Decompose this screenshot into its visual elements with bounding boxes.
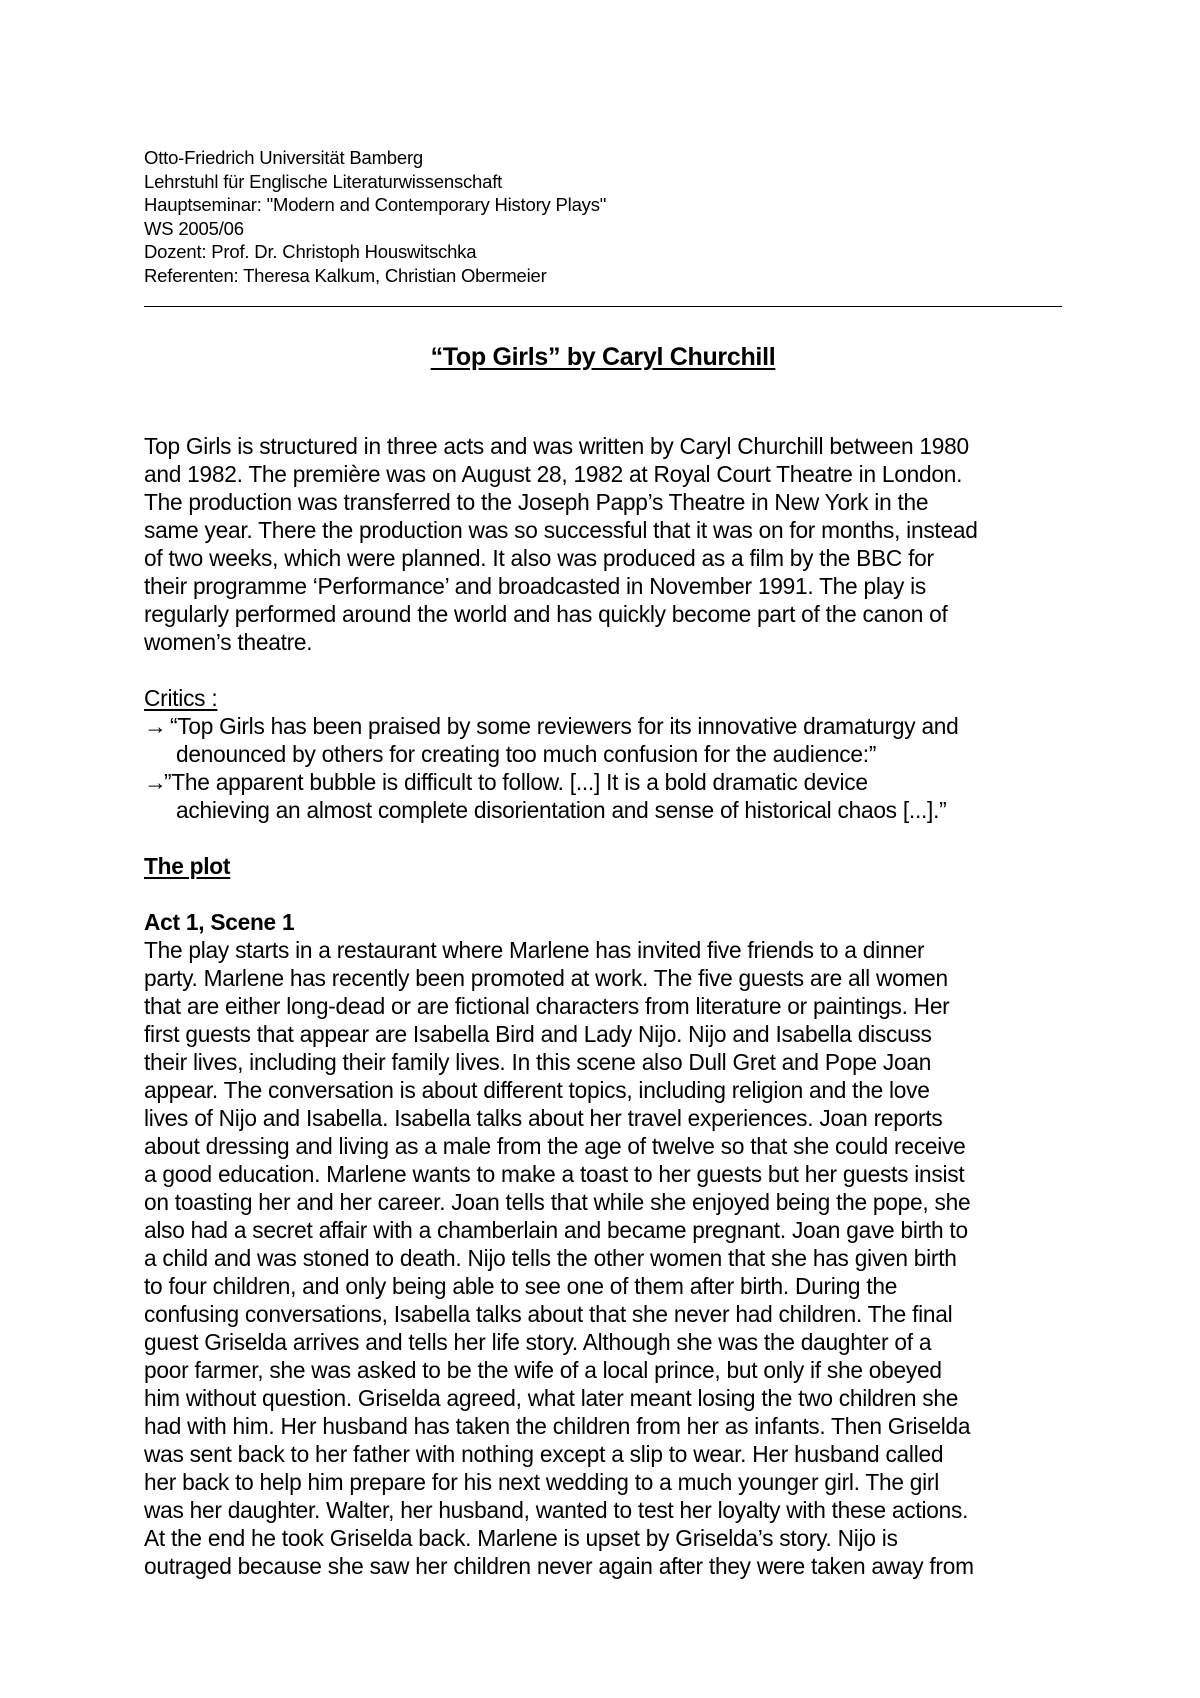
header-semester: WS 2005/06 [144,217,244,239]
critics-section [144,684,1069,824]
intro-paragraph [144,432,1069,656]
plot-line: her back to help him prepare for his next wedding to a much younger girl. The girl [144,1469,940,1495]
plot-line: their lives, including their family lives. In this scene also Dull Gret and Pope Joan [144,1049,932,1075]
header-lecturer: Dozent: Prof. Dr. Christoph Houswitschka [144,241,477,262]
plot-line: guest Griselda arrives and tells her life story. Although she was the daughter of a [144,1329,932,1355]
plot-line: about dressing and living as a male from the age of twelve so that she could receive [144,1133,966,1159]
plot-line: on toasting her and her career. Joan tells that while she enjoyed being the pope, she [144,1189,971,1215]
plot-line: a good education. Marlene wants to make a toast to her guests but her guests insist [144,1161,965,1187]
intro-line: regularly performed around the world and has quickly become part of the canon of [144,601,948,627]
plot-line: poor farmer, she was asked to be the wife of a local prince, but only if she obeyed [144,1357,942,1383]
document-header [144,146,1064,287]
plot-line: him without question. Griselda agreed, what later meant losing the two children she [144,1385,959,1411]
plot-line: outraged because she saw her children never again after they were taken away from [144,1553,974,1579]
spacer [144,880,1069,908]
header-presenters: Referenten: Theresa Kalkum, Christian Obermeier [144,264,547,286]
plot-line: At the end he took Griselda back. Marlene is upset by Griselda’s story. Nijo is [144,1525,898,1551]
plot-line: a child and was stoned to death. Nijo tells the other women that she has given birth [144,1245,957,1271]
plot-line: was sent back to her father with nothing except a slip to wear. Her husband called [144,1441,944,1467]
plot-line: confusing conversations, Isabella talks about that she never had children. The final [144,1301,953,1327]
spacer [144,824,1069,852]
plot-line: had with him. Her husband has taken the children from her as infants. Then Griselda [144,1413,971,1439]
intro-line: same year. There the production was so successful that it was on for months, instead [144,517,978,543]
plot-line: to four children, and only being able to see one of them after birth. During the [144,1273,898,1299]
document-body [144,432,1069,1580]
arrow-right-icon: → [144,769,167,795]
intro-line: and 1982. The première was on August 28, 1982 at Royal Court Theatre in London. [144,461,963,487]
intro-line: Top Girls is structured in three acts and was written by Caryl Churchill between 1980 [144,433,969,459]
header-university: Otto-Friedrich Universität Bamberg [144,147,424,168]
arrow-right-icon: → [144,713,167,739]
plot-line: was her daughter. Walter, her husband, wanted to test her loyalty with these actions. [144,1497,969,1523]
critics-quote-1 [144,712,1069,740]
critics-heading: Critics : [144,685,218,711]
header-chair: Lehrstuhl für Englische Literaturwissenschaft [144,170,503,192]
plot-line: party. Marlene has recently been promoted at work. The five guests are all women [144,965,948,991]
plot-line: first guests that appear are Isabella Bird and Lady Nijo. Nijo and Isabella discuss [144,1021,932,1047]
critics-quote-2 [144,768,1069,796]
critics-quote-1-line-1: “Top Girls has been praised by some reviewers for its innovative dramaturgy and [170,713,959,739]
intro-line: The production was transferred to the Joseph Papp’s Theatre in New York in the [144,489,929,515]
document-title: “Top Girls” by Caryl Churchill [430,343,776,371]
intro-line: of two weeks, which were planned. It also was produced as a film by the BBC for [144,545,934,571]
plot-line: that are either long-dead or are fictional characters from literature or paintings. Her [144,993,950,1019]
intro-line: women’s theatre. [144,629,313,655]
plot-line: lives of Nijo and Isabella. Isabella talks about her travel experiences. Joan reports [144,1105,943,1131]
plot-line: also had a secret affair with a chamberlain and became pregnant. Joan gave birth to [144,1217,968,1243]
intro-line: their programme ‘Performance’ and broadcasted in November 1991. The play is [144,573,927,599]
plot-line: appear. The conversation is about different topics, including religion and the love [144,1077,930,1103]
act-heading: Act 1, Scene 1 [144,909,295,935]
spacer [144,656,1069,684]
critics-quote-2-line-2: achieving an almost complete disorientation and sense of historical chaos [...].” [176,797,947,823]
critics-quote-2-line-1: ”The apparent bubble is difficult to follow. [...] It is a bold dramatic device [164,769,868,795]
plot-heading: The plot [144,853,231,879]
critics-quote-1-line-2: denounced by others for creating too much confusion for the audience:” [176,741,877,767]
header-divider [144,306,1062,307]
header-seminar: Hauptseminar: "Modern and Contemporary History Plays" [144,194,607,215]
plot-paragraph [144,936,1069,1580]
plot-line: The play starts in a restaurant where Marlene has invited five friends to a dinner [144,937,925,963]
